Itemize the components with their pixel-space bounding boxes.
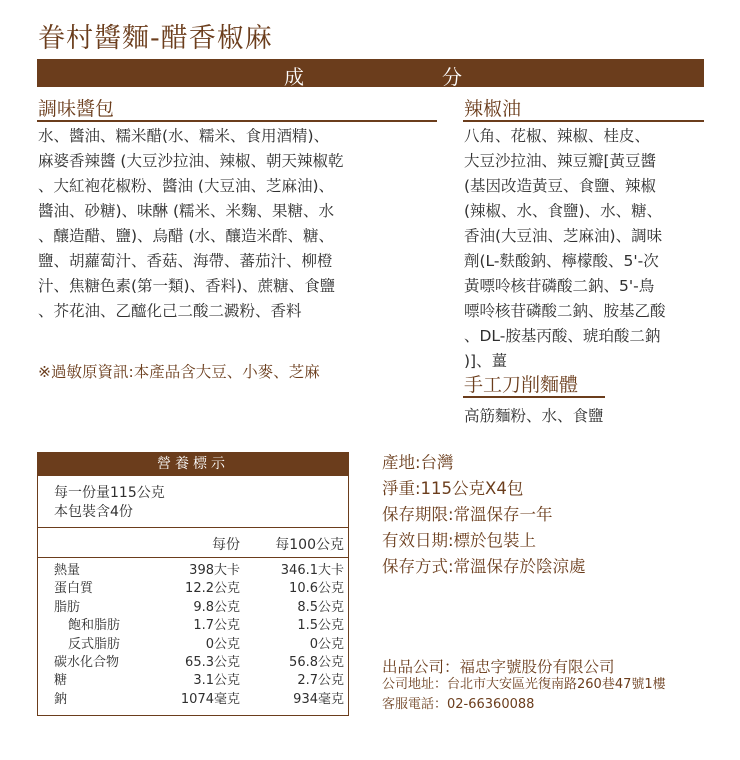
sauce-pack-ingredients — [38, 124, 343, 324]
nutrient-name: 脂肪 — [54, 599, 81, 615]
sauce-line: 、芥花油、乙醯化己二酸二澱粉、香料 — [38, 302, 302, 320]
per-100g-value: 1.5公克 — [297, 618, 344, 634]
noodles-ingredients: 高筋麵粉、水、食鹽 — [464, 407, 604, 425]
per-serving-value: 1074毫克 — [180, 691, 240, 707]
chili-oil-ingredients — [464, 124, 666, 374]
nutrition-rows — [54, 562, 344, 709]
chili-oil-divider — [463, 120, 704, 122]
nutrition-heading: 營養標示 — [37, 452, 349, 476]
sauce-line: 鹽、胡蘿蔔汁、香菇、海帶、蕃茄汁、柳橙 — [38, 252, 333, 270]
nutrient-name: 碳水化合物 — [54, 654, 120, 670]
servings-per-pack: 本包裝含4份 — [54, 504, 133, 520]
chili-line: (基因改造黃豆、食鹽、辣椒 — [464, 177, 657, 195]
nutrition-row — [54, 636, 344, 654]
nutrient-name: 鈉 — [54, 691, 68, 707]
per-100g-value: 346.1大卡 — [280, 563, 344, 578]
sauce-pack-heading: 調味醬包 — [38, 98, 115, 120]
nutrition-row — [54, 691, 344, 709]
chili-line: )]、薑 — [464, 352, 508, 370]
chili-line: 香油(大豆油、芝麻油)、調味 — [464, 227, 663, 245]
nutrient-name: 蛋白質 — [54, 581, 94, 597]
ingredients-header-bar — [37, 59, 704, 87]
sauce-line: 、大紅袍花椒粉、醬油 (大豆油、芝麻油)、 — [38, 177, 335, 195]
chili-oil-heading: 辣椒油 — [464, 98, 522, 120]
company-name: 出品公司：福忠字號股份有限公司 — [382, 658, 615, 676]
per-100g-value: 0公克 — [309, 636, 344, 652]
ingredients-header-left: 成 — [284, 65, 304, 89]
col-per-100g: 每100公克 — [275, 537, 344, 553]
per-serving-value: 0公克 — [205, 636, 240, 652]
nutrition-row — [54, 562, 344, 580]
net-weight: 淨重:115公克X4包 — [382, 479, 524, 498]
chili-line: 大豆沙拉油、辣豆瓣[黃豆醬 — [464, 152, 657, 170]
sauce-pack-divider — [37, 120, 437, 122]
nutrient-name: 熱量 — [54, 563, 81, 578]
noodles-divider — [463, 396, 605, 398]
product-title: 眷村醬麵-醋香椒麻 — [38, 23, 273, 54]
nutrition-serving-info — [54, 484, 165, 522]
expiry-date: 有效日期:標於包裝上 — [382, 531, 537, 550]
serving-size: 每一份量115公克 — [54, 485, 165, 501]
chili-line: 劑(L-麩酸鈉、檸檬酸、5'-次 — [464, 252, 659, 270]
nutrition-row — [54, 672, 344, 690]
per-serving-value: 65.3公克 — [185, 654, 240, 670]
company-address: 公司地址：台北市大安區光復南路260巷47號1樓 — [382, 677, 666, 692]
allergen-info: ※過敏原資訊:本產品含大豆、小麥、芝麻 — [38, 363, 320, 381]
chili-line: (辣椒、水、食鹽)、水、糖、 — [464, 202, 663, 220]
chili-line: 、DL-胺基丙酸、琥珀酸二鈉 — [464, 327, 661, 345]
chili-line: 嘌呤核苷磷酸二鈉、胺基乙酸 — [464, 302, 666, 320]
sauce-line: 、釀造醋、鹽)、烏醋 (水、釀造米酢、糖、 — [38, 227, 335, 245]
per-serving-value: 3.1公克 — [193, 673, 240, 689]
company-phone: 客服電話：02-66360088 — [382, 697, 535, 712]
product-info — [382, 450, 586, 580]
nutrient-name: 反式脂肪 — [68, 636, 121, 652]
noodles-heading: 手工刀削麵體 — [464, 374, 579, 396]
chili-line: 八角、花椒、辣椒、桂皮、 — [464, 127, 651, 145]
nutrition-row — [54, 617, 344, 635]
col-per-serving: 每份 — [212, 537, 240, 553]
per-100g-value: 8.5公克 — [297, 599, 344, 615]
nutrient-name: 糖 — [54, 673, 68, 689]
nutrition-row — [54, 654, 344, 672]
ingredients-header-right: 分 — [442, 65, 462, 89]
sauce-line: 麻婆香辣醬 (大豆沙拉油、辣椒、朝天辣椒乾 — [38, 152, 344, 170]
sauce-line: 醬油、砂糖)、味醂 (糯米、米麴、果糖、水 — [38, 202, 335, 220]
company-contact — [382, 675, 666, 715]
per-serving-value: 398大卡 — [189, 563, 240, 578]
per-serving-value: 9.8公克 — [193, 599, 240, 615]
nutrition-rule — [37, 527, 349, 528]
chili-line: 黃嘌呤核苷磷酸二鈉、5'-鳥 — [464, 277, 655, 295]
sauce-line: 汁、焦糖色素(第一類)、香料)、蔗糖、食鹽 — [38, 277, 336, 295]
storage-method: 保存方式:常溫保存於陰涼處 — [382, 557, 586, 576]
nutrient-name: 飽和脂肪 — [68, 618, 121, 634]
nutrition-row — [54, 599, 344, 617]
nutrition-rule — [37, 557, 349, 558]
shelf-life: 保存期限:常溫保存一年 — [382, 505, 553, 524]
per-serving-value: 1.7公克 — [193, 618, 240, 634]
per-100g-value: 10.6公克 — [289, 581, 344, 597]
per-100g-value: 2.7公克 — [297, 673, 344, 689]
per-100g-value: 934毫克 — [293, 691, 344, 707]
per-serving-value: 12.2公克 — [185, 581, 240, 597]
sauce-line: 水、醬油、糯米醋(水、糯米、食用酒精)、 — [38, 127, 330, 145]
per-100g-value: 56.8公克 — [289, 654, 344, 670]
origin: 產地:台灣 — [382, 453, 454, 472]
nutrition-row — [54, 580, 344, 598]
